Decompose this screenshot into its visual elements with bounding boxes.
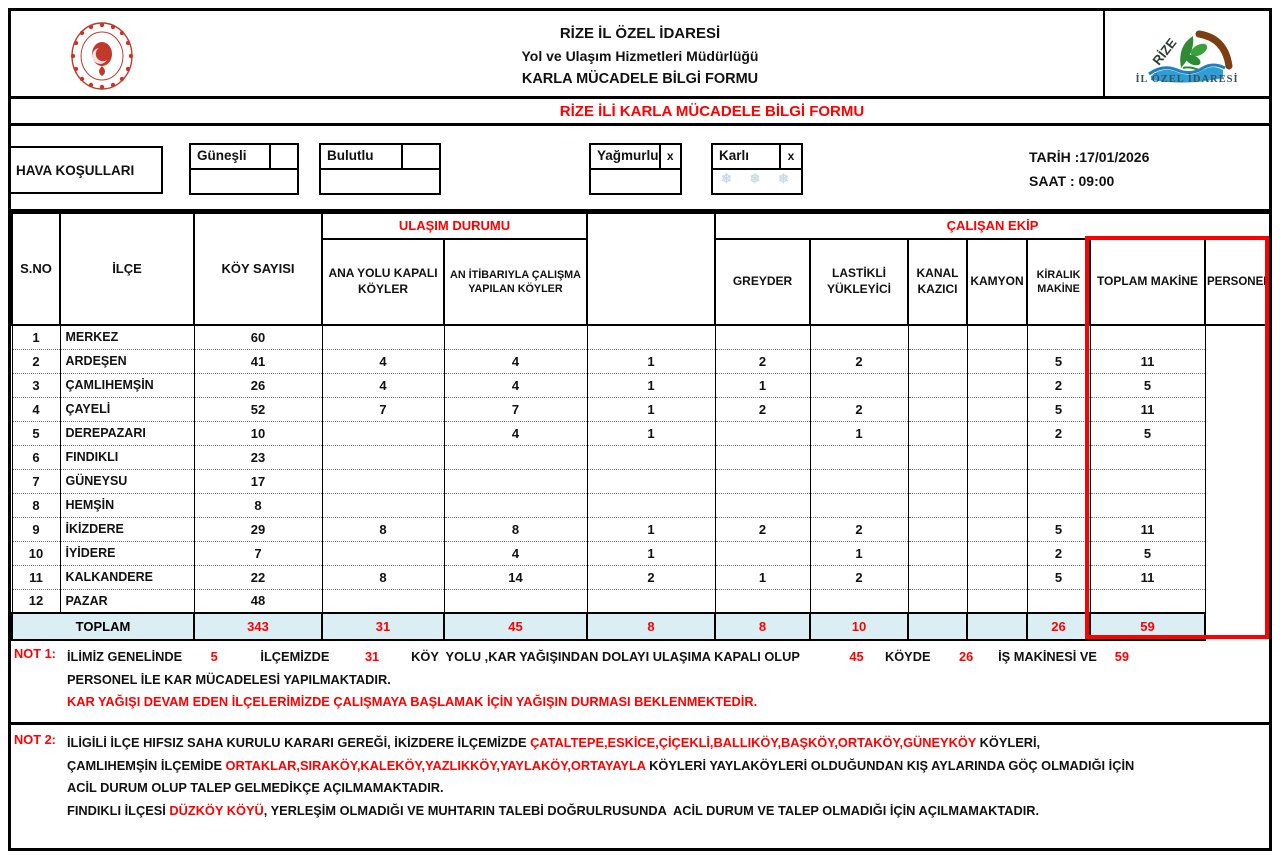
form-header <box>11 11 1269 99</box>
note-line <box>67 777 1269 800</box>
cloudy-checkbox[interactable] <box>401 145 439 168</box>
value-cell: 1 <box>587 517 715 541</box>
value-cell <box>444 325 587 349</box>
note-2-body <box>67 725 1269 833</box>
value-cell: 5 <box>1027 349 1090 373</box>
snowy-label: Karlı <box>719 148 750 163</box>
note-text: ACİL DURUM OLUP TALEP GELMEDİKÇE AÇILMAMAKTADIR. <box>67 780 444 795</box>
total-work-in-progress: 45 <box>444 613 587 640</box>
value-cell: 2 <box>1027 373 1090 397</box>
value-cell: 7 <box>12 469 60 493</box>
value-cell <box>810 373 908 397</box>
snow-response-table <box>11 212 1271 641</box>
value-cell: 4 <box>444 421 587 445</box>
note-line <box>67 755 1269 778</box>
value-cell: 5 <box>1090 421 1205 445</box>
value-cell <box>908 517 967 541</box>
value-cell: 11 <box>1090 517 1205 541</box>
form-page <box>8 8 1272 851</box>
value-cell: 8 <box>322 517 444 541</box>
value-cell: 4 <box>322 373 444 397</box>
value-cell: 11 <box>1090 397 1205 421</box>
sunny-checkbox[interactable] <box>269 145 297 168</box>
total-closed-roads: 31 <box>322 613 444 640</box>
table-row <box>12 565 1270 589</box>
value-cell: 7 <box>194 541 322 565</box>
note-text: KÖYLERİ, <box>976 735 1041 750</box>
total-personnel: 59 <box>1090 613 1205 640</box>
table-row <box>12 397 1270 421</box>
value-cell <box>715 421 810 445</box>
district-cell: HEMŞİN <box>60 493 194 517</box>
value-cell: 1 <box>587 397 715 421</box>
value-cell <box>322 469 444 493</box>
value-cell <box>587 325 715 349</box>
note-line <box>67 691 1269 714</box>
value-cell: 11 <box>1090 349 1205 373</box>
value-cell <box>967 421 1027 445</box>
value-cell <box>587 589 715 613</box>
value-cell: 11 <box>1090 565 1205 589</box>
table-row <box>12 493 1270 517</box>
sunny-label: Güneşli <box>197 148 247 163</box>
note-highlight-text: ORTAKLAR,SIRAKÖY,KALEKÖY,YAZLIKKÖY,YAYLAKÖY,ORTAYAYLA <box>225 757 646 773</box>
value-cell <box>967 541 1027 565</box>
col-header-work-in-progress: AN İTİBARIYLA ÇALIŞMA YAPILAN KÖYLER <box>444 239 587 325</box>
value-cell: 17 <box>194 469 322 493</box>
note-highlight-text: 5 <box>210 649 218 664</box>
table-row <box>12 421 1270 445</box>
value-cell <box>322 325 444 349</box>
district-cell: KALKANDERE <box>60 565 194 589</box>
value-cell <box>810 589 908 613</box>
rainy-checkbox[interactable]: x <box>659 145 680 168</box>
district-cell: İKİZDERE <box>60 517 194 541</box>
weather-label-box <box>11 146 163 194</box>
org-department: Yol ve Ulaşım Hizmetleri Müdürlüğü <box>521 48 759 64</box>
note-text: , YERLEŞİM OLMADIĞI VE MUHTARIN TALEBİ DOĞRULRUSUNDA ACİL DURUM VE TALEP OLMADIĞI İÇİN AÇILMAMAKTADIR. <box>263 802 1040 818</box>
value-cell <box>967 397 1027 421</box>
value-cell <box>967 349 1027 373</box>
value-cell: 7 <box>444 397 587 421</box>
table-row <box>12 541 1270 565</box>
rainy-label: Yağmurlu <box>597 148 659 163</box>
value-cell: 1 <box>587 421 715 445</box>
value-cell <box>967 517 1027 541</box>
spacer-column <box>587 213 715 325</box>
value-cell <box>587 469 715 493</box>
sunny-note-cell[interactable] <box>191 170 297 193</box>
rainy-note-cell[interactable] <box>591 170 680 193</box>
note-line <box>67 669 1269 692</box>
value-cell <box>908 589 967 613</box>
district-cell: MERKEZ <box>60 325 194 349</box>
note-text: KÖY YOLU ,KAR YAĞIŞINDAN DOLAYI ULAŞIMA KAPALI OLUP <box>379 649 850 664</box>
value-cell <box>908 445 967 469</box>
date-value: TARİH :17/01/2026 <box>1029 149 1150 165</box>
value-cell: 1 <box>810 421 908 445</box>
value-cell <box>715 589 810 613</box>
value-cell: 4 <box>322 349 444 373</box>
value-cell: 14 <box>444 565 587 589</box>
total-village-count: 343 <box>194 613 322 640</box>
header-titles <box>11 22 1269 91</box>
value-cell: 5 <box>12 421 60 445</box>
rize-logo-text: RİZE <box>1149 34 1180 68</box>
table-row <box>12 349 1270 373</box>
total-backhoe: 10 <box>810 613 908 640</box>
group-header-transport: ULAŞIM DURUMU <box>322 213 587 239</box>
datetime-block <box>1029 145 1149 193</box>
value-cell: 1 <box>587 349 715 373</box>
value-cell <box>967 373 1027 397</box>
form-name: KARLA MÜCADELE BİLGİ FORMU <box>521 71 759 87</box>
snowy-checkbox[interactable]: x <box>779 145 801 168</box>
value-cell: 48 <box>194 589 322 613</box>
value-cell: 5 <box>1090 373 1205 397</box>
snowflake-icons: ❄ ❄ ❄ <box>721 171 796 186</box>
col-header-closed-roads: ANA YOLU KAPALI KÖYLER <box>322 239 444 325</box>
value-cell: 2 <box>1027 541 1090 565</box>
value-cell: 23 <box>194 445 322 469</box>
table-row <box>12 445 1270 469</box>
value-cell <box>1027 469 1090 493</box>
table-row <box>12 469 1270 493</box>
note-highlight-text: 31 <box>364 649 380 664</box>
value-cell <box>1090 589 1205 613</box>
value-cell: 5 <box>1027 565 1090 589</box>
table-row <box>12 325 1270 349</box>
value-cell: 4 <box>12 397 60 421</box>
value-cell: 2 <box>715 397 810 421</box>
value-cell: 7 <box>322 397 444 421</box>
value-cell <box>1090 325 1205 349</box>
value-cell <box>908 349 967 373</box>
note-highlight-text: ÇATALTEPE,ESKİCE,ÇİÇEKLİ,BALLIKÖY,BAŞKÖY,ORTAKÖY,GÜNEYKÖY <box>530 735 977 750</box>
total-row <box>12 613 1270 640</box>
value-cell: 26 <box>194 373 322 397</box>
note-1 <box>11 639 1269 725</box>
cloudy-label: Bulutlu <box>327 148 374 163</box>
total-truck <box>908 613 967 640</box>
note-1-body <box>67 639 1269 722</box>
value-cell <box>967 589 1027 613</box>
value-cell <box>1027 589 1090 613</box>
total-machine: 26 <box>1027 613 1090 640</box>
value-cell: 1 <box>715 373 810 397</box>
note-text: İLİMİZ GENELİNDE <box>67 649 211 664</box>
col-header-backhoe: KANAL KAZICI <box>908 239 967 325</box>
value-cell <box>715 493 810 517</box>
note-text: PERSONEL İLE KAR MÜCADELESİ YAPILMAKTADIR. <box>67 671 391 687</box>
value-cell <box>810 325 908 349</box>
value-cell <box>810 445 908 469</box>
district-cell: ÇAMLIHEMŞİN <box>60 373 194 397</box>
value-cell <box>967 493 1027 517</box>
value-cell <box>967 445 1027 469</box>
rize-logo-caption: İL ÖZEL İDARESİ <box>1135 73 1239 85</box>
col-header-truck: KAMYON <box>967 239 1027 325</box>
value-cell: 2 <box>1027 421 1090 445</box>
value-cell <box>810 469 908 493</box>
value-cell: 10 <box>12 541 60 565</box>
value-cell <box>715 469 810 493</box>
district-cell: GÜNEYSU <box>60 469 194 493</box>
value-cell: 6 <box>12 445 60 469</box>
value-cell: 1 <box>587 541 715 565</box>
cloudy-note-cell[interactable] <box>321 170 439 193</box>
weather-option-snowy <box>711 143 803 195</box>
value-cell <box>1027 445 1090 469</box>
note-2-label: NOT 2: <box>14 732 56 747</box>
value-cell <box>810 493 908 517</box>
org-name: RİZE İL ÖZEL İDARESİ <box>559 25 721 42</box>
value-cell <box>444 445 587 469</box>
value-cell: 1 <box>12 325 60 349</box>
value-cell: 1 <box>587 373 715 397</box>
value-cell <box>587 493 715 517</box>
weather-section <box>11 126 1269 212</box>
col-header-personnel: PERSONEL <box>1205 239 1270 325</box>
value-cell: 5 <box>1027 397 1090 421</box>
total-rented-machine <box>967 613 1027 640</box>
note-text: FINDIKLI İLÇESİ <box>67 802 170 818</box>
value-cell: 1 <box>715 565 810 589</box>
note-text: İLÇEMİZDE <box>217 649 365 664</box>
value-cell: 2 <box>810 517 908 541</box>
value-cell: 29 <box>194 517 322 541</box>
value-cell: 4 <box>444 541 587 565</box>
value-cell <box>908 493 967 517</box>
note-1-label: NOT 1: <box>14 646 56 661</box>
value-cell: 2 <box>810 565 908 589</box>
weather-option-sunny <box>189 143 299 195</box>
total-label: TOPLAM <box>12 613 194 640</box>
value-cell <box>715 325 810 349</box>
value-cell <box>1090 469 1205 493</box>
value-cell: 8 <box>322 565 444 589</box>
value-cell: 3 <box>12 373 60 397</box>
table-row <box>12 373 1270 397</box>
note-text: İŞ MAKİNESİ VE <box>973 649 1115 664</box>
value-cell <box>715 541 810 565</box>
note-highlight-text: 59 <box>1114 649 1129 664</box>
weather-option-rainy <box>589 143 682 195</box>
district-cell: ARDEŞEN <box>60 349 194 373</box>
table-row <box>12 589 1270 613</box>
value-cell: 2 <box>715 349 810 373</box>
main-table-section <box>11 212 1269 639</box>
value-cell <box>1090 493 1205 517</box>
value-cell: 5 <box>1090 541 1205 565</box>
note-highlight-text: 45 <box>849 649 864 664</box>
note-text: ÇAMLIHEMŞİN İLÇEMİDE <box>67 757 226 773</box>
value-cell <box>908 565 967 589</box>
value-cell: 10 <box>194 421 322 445</box>
col-header-total-machine: TOPLAM MAKİNE <box>1090 239 1205 325</box>
value-cell: 22 <box>194 565 322 589</box>
col-header-rented-machine: KİRALIK MAKİNE <box>1027 239 1090 325</box>
note-highlight-text: 26 <box>958 649 974 664</box>
note-highlight-text: DÜZKÖY KÖYÜ <box>169 802 264 818</box>
note-2 <box>11 725 1269 833</box>
time-value: SAAT : 09:00 <box>1029 173 1115 189</box>
value-cell: 8 <box>194 493 322 517</box>
col-header-grader: GREYDER <box>715 239 810 325</box>
value-cell: 2 <box>810 349 908 373</box>
col-header-wheel-loader: LASTİKLİ YÜKLEYİCİ <box>810 239 908 325</box>
note-text: KÖYDE <box>863 649 959 664</box>
form-title: RİZE İLİ KARLA MÜCADELE BİLGİ FORMU <box>11 99 1269 126</box>
note-text: KÖYLERİ YAYLAKÖYLERİ OLDUĞUNDAN KIŞ AYLARINDA GÖÇ OLMADIĞI İÇİN <box>645 757 1135 773</box>
note-line <box>67 800 1269 823</box>
total-wheel-loader: 8 <box>715 613 810 640</box>
value-cell <box>587 445 715 469</box>
value-cell: 12 <box>12 589 60 613</box>
value-cell <box>908 325 967 349</box>
value-cell <box>322 445 444 469</box>
table-body <box>12 325 1270 613</box>
weather-option-cloudy <box>319 143 441 195</box>
value-cell <box>322 421 444 445</box>
value-cell <box>444 493 587 517</box>
note-highlight-text: KAR YAĞIŞI DEVAM EDEN İLÇELERİMİZDE ÇALIŞMAYA BAŞLAMAK İÇİN YAĞIŞIN DURMASI BEKLENMEKTEDİR. <box>67 694 758 709</box>
note-text: İLİGİLİ İLÇE HIFSIZ SAHA KURULU KARARI GEREĞİ, İKİZDERE İLÇEMİZDE <box>67 735 531 750</box>
table-row <box>12 517 1270 541</box>
value-cell: 11 <box>12 565 60 589</box>
value-cell <box>908 421 967 445</box>
value-cell <box>1027 325 1090 349</box>
district-cell: DEREPAZARI <box>60 421 194 445</box>
value-cell: 2 <box>715 517 810 541</box>
value-cell: 9 <box>12 517 60 541</box>
value-cell <box>444 469 587 493</box>
value-cell <box>444 589 587 613</box>
value-cell <box>908 373 967 397</box>
value-cell <box>908 397 967 421</box>
value-cell: 8 <box>444 517 587 541</box>
value-cell <box>322 589 444 613</box>
group-header-crew: ÇALIŞAN EKİP <box>715 213 1270 239</box>
district-cell: İYİDERE <box>60 541 194 565</box>
total-grader: 8 <box>587 613 715 640</box>
value-cell: 4 <box>444 349 587 373</box>
district-cell: ÇAYELİ <box>60 397 194 421</box>
value-cell <box>1027 493 1090 517</box>
district-cell: FINDIKLI <box>60 445 194 469</box>
value-cell: 1 <box>810 541 908 565</box>
value-cell: 41 <box>194 349 322 373</box>
col-header-sno: S.NO <box>12 213 60 325</box>
value-cell: 5 <box>1027 517 1090 541</box>
district-cell: PAZAR <box>60 589 194 613</box>
value-cell <box>908 469 967 493</box>
value-cell <box>967 469 1027 493</box>
value-cell: 2 <box>587 565 715 589</box>
note-line <box>67 646 1269 669</box>
rize-logo-cell <box>1103 11 1269 99</box>
value-cell <box>715 445 810 469</box>
col-header-district: İLÇE <box>60 213 194 325</box>
value-cell: 2 <box>12 349 60 373</box>
value-cell <box>322 541 444 565</box>
value-cell <box>1090 445 1205 469</box>
value-cell: 52 <box>194 397 322 421</box>
value-cell: 4 <box>444 373 587 397</box>
value-cell <box>908 541 967 565</box>
value-cell <box>967 565 1027 589</box>
value-cell: 8 <box>12 493 60 517</box>
value-cell: 60 <box>194 325 322 349</box>
value-cell: 2 <box>810 397 908 421</box>
value-cell <box>967 325 1027 349</box>
weather-label: HAVA KOŞULLARI <box>16 162 135 178</box>
note-line <box>67 732 1269 755</box>
col-header-village-count: KÖY SAYISI <box>194 213 322 325</box>
value-cell <box>322 493 444 517</box>
